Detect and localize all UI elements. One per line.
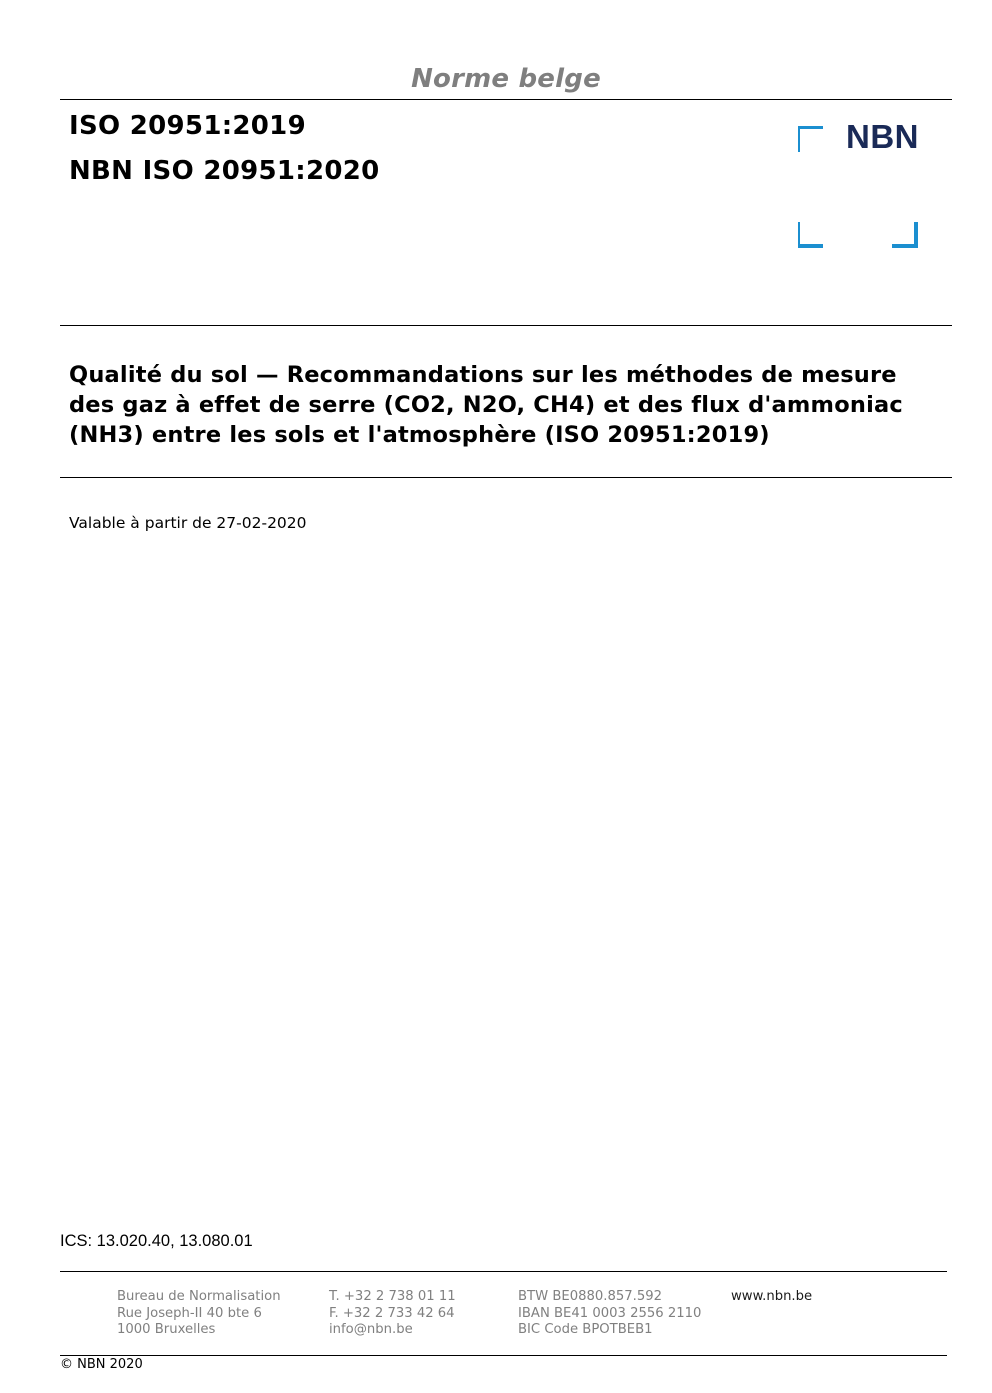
footer-top-divider <box>60 1271 947 1272</box>
footer-bottom-divider <box>60 1355 947 1356</box>
footer-iban: IBAN BE41 0003 2556 2110 <box>518 1305 702 1321</box>
copyright-notice: © NBN 2020 <box>60 1357 143 1372</box>
footer-contact <box>329 1289 456 1339</box>
ics-codes: ICS: 13.020.40, 13.080.01 <box>60 1232 253 1250</box>
footer-bic: BIC Code BPOTBEB1 <box>518 1322 653 1337</box>
title-line: des gaz à effet de serre (CO2, N2O, CH4) et des flux d'ammoniac <box>69 392 903 418</box>
footer-address-line: Bureau de Normalisation <box>117 1289 281 1304</box>
validity-date: Valable à partir de 27-02-2020 <box>69 514 307 532</box>
footer-vat: BTW BE0880.857.592 <box>518 1289 663 1304</box>
document-title <box>69 360 939 450</box>
title-line: (NH3) entre les sols et l'atmosphère (ISO 20951:2019) <box>69 422 770 448</box>
footer-address-line: Rue Joseph-II 40 bte 6 <box>117 1305 262 1321</box>
footer-phone: T. +32 2 738 01 11 <box>329 1289 456 1304</box>
title-bottom-divider <box>60 477 952 478</box>
nbn-logo-text: NBN <box>846 118 919 155</box>
title-line: Qualité du sol — Recommandations sur les méthodes de mesure <box>69 362 897 388</box>
iso-standard-number: ISO 20951:2019 <box>69 111 306 141</box>
document-type-heading: Norme belge <box>411 64 601 94</box>
header-divider <box>60 99 952 100</box>
footer-address <box>117 1289 281 1339</box>
footer-bank-details <box>518 1289 701 1339</box>
footer-website <box>731 1289 812 1306</box>
nbn-standard-number: NBN ISO 20951:2020 <box>69 156 380 186</box>
footer-email-link[interactable]: info@nbn.be <box>329 1322 413 1337</box>
footer-address-line: 1000 Bruxelles <box>117 1322 216 1337</box>
footer-website-link[interactable]: www.nbn.be <box>731 1289 813 1304</box>
footer-fax: F. +32 2 733 42 64 <box>329 1305 455 1321</box>
title-top-divider <box>60 325 952 326</box>
